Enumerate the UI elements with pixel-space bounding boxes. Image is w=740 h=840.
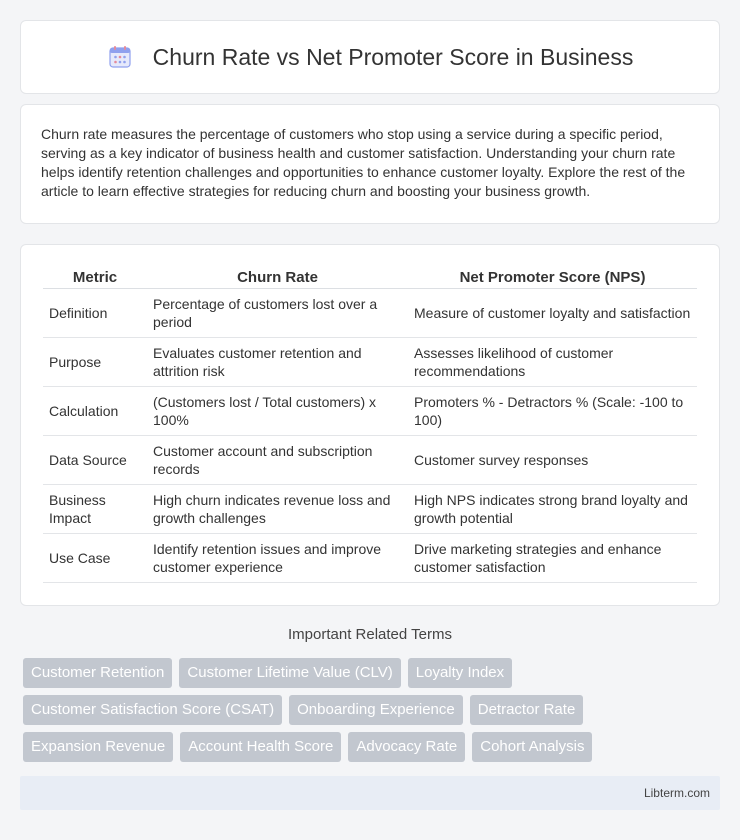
table-row bbox=[43, 485, 697, 534]
nps-cell: Drive marketing strategies and enhance customer satisfaction bbox=[408, 534, 697, 583]
footer-site-link[interactable]: Libterm.com bbox=[643, 786, 710, 800]
comparison-table-card bbox=[20, 244, 720, 606]
nps-cell: Customer survey responses bbox=[408, 436, 697, 485]
term-tag[interactable]: Onboarding Experience bbox=[289, 695, 463, 725]
page-title: Churn Rate vs Net Promoter Score in Business bbox=[152, 43, 634, 70]
metric-cell: Use Case bbox=[43, 534, 147, 583]
churn-cell: Evaluates customer retention and attrition risk bbox=[147, 338, 408, 387]
term-tag[interactable]: Loyalty Index bbox=[408, 658, 512, 688]
term-tag[interactable]: Detractor Rate bbox=[470, 695, 584, 725]
intro-text: Churn rate measures the percentage of customers who stop using a service during a specific period, serving as a key indicator of business health and customer satisfaction. Understanding your churn rate helps identify retention challenges and opportunities to enhance customer loyalty. Explore the rest of the article to learn effective strategies for reducing churn and boosting your business growth. bbox=[41, 126, 686, 199]
metric-cell: Business Impact bbox=[43, 485, 147, 534]
table-row bbox=[43, 387, 697, 436]
table-row bbox=[43, 289, 697, 338]
table-row bbox=[43, 436, 697, 485]
nps-cell: Measure of customer loyalty and satisfaction bbox=[408, 289, 697, 338]
term-tag[interactable]: Advocacy Rate bbox=[348, 732, 465, 762]
term-tag[interactable]: Customer Satisfaction Score (CSAT) bbox=[23, 695, 282, 725]
churn-cell: Identify retention issues and improve customer experience bbox=[147, 534, 408, 583]
header-card bbox=[20, 20, 720, 94]
term-tag[interactable]: Expansion Revenue bbox=[23, 732, 173, 762]
metric-cell: Calculation bbox=[43, 387, 147, 436]
metric-cell: Definition bbox=[43, 289, 147, 338]
term-tag[interactable]: Customer Retention bbox=[23, 658, 172, 688]
tag-row bbox=[23, 732, 723, 762]
term-tag[interactable]: Account Health Score bbox=[180, 732, 341, 762]
header-nps: Net Promoter Score (NPS) bbox=[408, 265, 697, 289]
nps-cell: Promoters % - Detractors % (Scale: -100 to 100) bbox=[408, 387, 697, 436]
related-terms-title: Important Related Terms bbox=[288, 626, 452, 643]
intro-card bbox=[20, 104, 720, 224]
metric-cell: Data Source bbox=[43, 436, 147, 485]
tag-row bbox=[23, 695, 723, 725]
churn-cell: Customer account and subscription records bbox=[147, 436, 408, 485]
header-metric: Metric bbox=[43, 265, 147, 289]
header-churn-rate: Churn Rate bbox=[147, 265, 408, 289]
churn-cell: High churn indicates revenue loss and growth challenges bbox=[147, 485, 408, 534]
calendar-icon bbox=[107, 44, 133, 70]
nps-cell: Assesses likelihood of customer recommendations bbox=[408, 338, 697, 387]
table-row bbox=[43, 338, 697, 387]
footer bbox=[20, 776, 720, 810]
table-header-row bbox=[43, 265, 697, 289]
metric-cell: Purpose bbox=[43, 338, 147, 387]
table-row bbox=[43, 534, 697, 583]
churn-cell: Percentage of customers lost over a period bbox=[147, 289, 408, 338]
comparison-table bbox=[43, 265, 697, 583]
related-terms-tags bbox=[23, 658, 723, 769]
nps-cell: High NPS indicates strong brand loyalty and growth potential bbox=[408, 485, 697, 534]
term-tag[interactable]: Cohort Analysis bbox=[472, 732, 592, 762]
churn-cell: (Customers lost / Total customers) x 100% bbox=[147, 387, 408, 436]
tag-row bbox=[23, 658, 723, 688]
term-tag[interactable]: Customer Lifetime Value (CLV) bbox=[179, 658, 400, 688]
